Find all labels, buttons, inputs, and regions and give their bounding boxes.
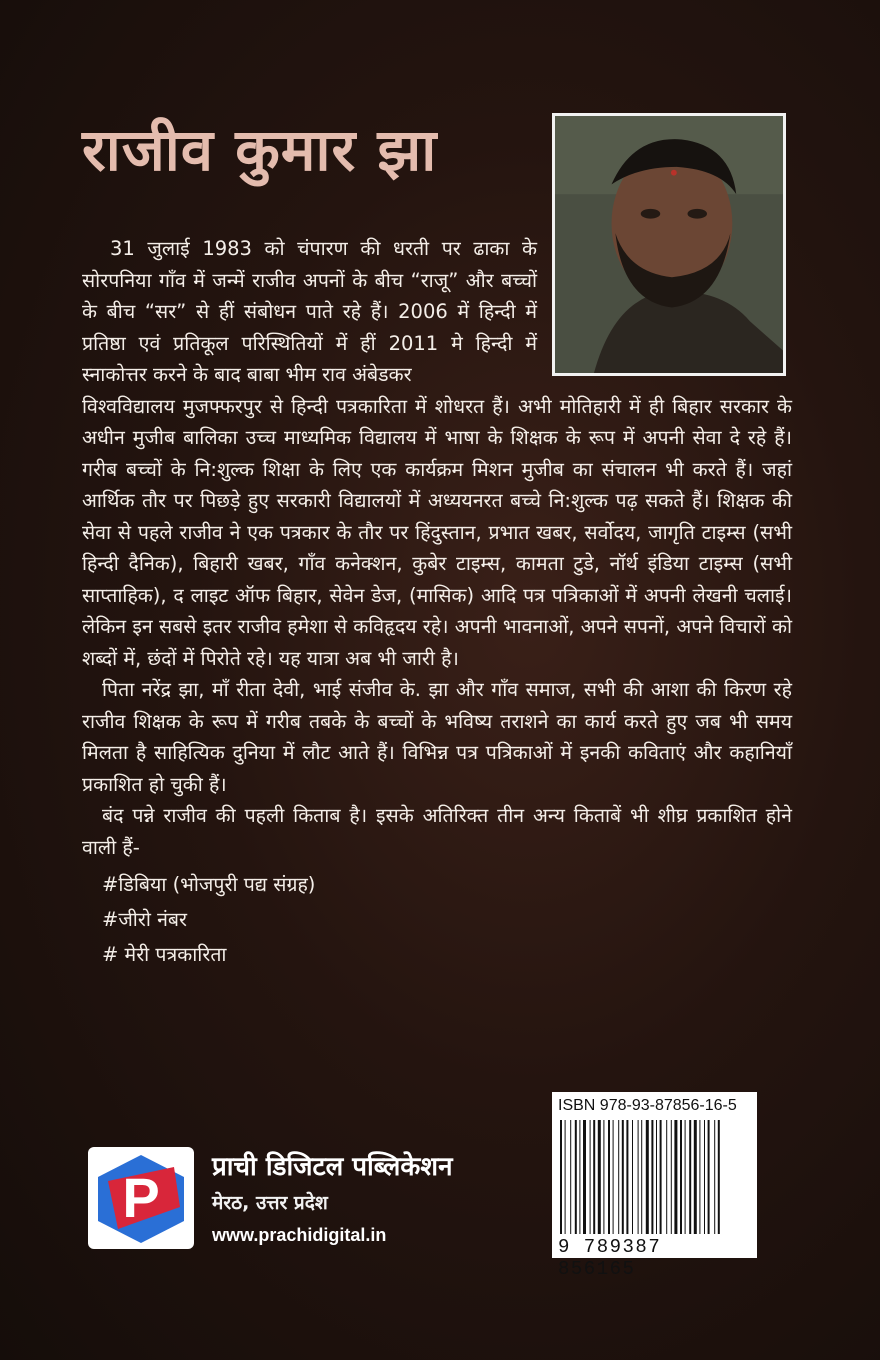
barcode-bar [608, 1120, 610, 1234]
barcode-bar [646, 1120, 649, 1234]
barcode-bar [622, 1120, 624, 1234]
barcode-bar [583, 1120, 586, 1234]
barcode-bar [689, 1120, 691, 1234]
barcode-bar [651, 1120, 653, 1234]
list-item: # मेरी पत्रकारिता [102, 943, 227, 966]
barcode-bar [704, 1120, 705, 1234]
publisher-logo-letter: P [122, 1166, 160, 1229]
barcode-bar [565, 1120, 566, 1234]
publisher-name: प्राची डिजिटल पब्लिकेशन [212, 1152, 453, 1182]
author-bio [82, 233, 792, 972]
barcode-bar [641, 1120, 642, 1234]
bio-paragraph-3: बंद पन्ने राजीव की पहली किताब है। इसके अतिरिक्त तीन अन्य किताबें भी शीघ्र प्रकाशित होने वाली हैं- [82, 804, 792, 859]
barcode-bar [638, 1120, 639, 1234]
barcode-bar [671, 1120, 672, 1234]
barcode-bar [699, 1120, 700, 1234]
barcode-bar [632, 1120, 633, 1234]
barcode-bar [694, 1120, 697, 1234]
isbn-barcode-box [552, 1092, 757, 1280]
list-item: #जीरो नंबर [102, 908, 188, 931]
barcode-bar [685, 1120, 686, 1234]
barcode-bar [674, 1120, 677, 1234]
isbn-label: ISBN 978-93-87856-16-5 [558, 1097, 737, 1114]
barcode-bar [626, 1120, 628, 1234]
bio-paragraph-1: विश्वविद्यालय मुजफ्फरपुर से हिन्दी पत्रकारिता में शोधरत हैं। अभी मोतिहारी में ही बिहार सरकार के अधीन मुजीब बालिका उच्च माध्यमिक विद्यालय में भाषा के शिक्षक के रूप में अपनी सेवा दे रहे हैं। गरीब बच्चों के नि:शुल्क शिक्षा के लिए एक कार्यक्रम मिशन मुजीब का संचालन भी करते हैं। जहां आर्थिक तौर पर पिछड़े हुए सरकारी विद्यालयों में अध्ययनरत बच्चे नि:शुल्क पढ़ सकते हैं। शिक्षक की सेवा से पहले राजीव ने एक पत्रकार के तौर पर हिंदुस्तान, प्रभात खबर, सर्वोदय, जागृति टाइम्स (सभी हिन्दी दैनिक), बिहारी खबर, गाँव कनेक्शन, कुबेर टाइम्स, कामता टुडे, नॉर्थ इंडिया टाइम्स (सभी साप्ताहिक), द लाइट ऑफ बिहार, सेवेन डेज, (मासिक) आदि पत्र पत्रिकाओं में अपनी लेखनी चलाई। लेकिन इन सबसे इतर राजीव हमेशा से कविहृदय रहे। अपनी भावनाओं, अपने सपनों, अपने विचारों को शब्दों में, छंदों में पिरोते रहे। यह यात्रा अब भी जारी है। [82, 394, 792, 670]
barcode-bar [613, 1120, 614, 1234]
publisher-url: www.prachidigital.in [212, 1225, 387, 1245]
barcode-bar [718, 1120, 720, 1234]
isbn-digits: 9 789387 856165 [558, 1236, 662, 1280]
barcode-bar [560, 1120, 562, 1234]
barcode-bar [660, 1120, 662, 1234]
barcode-bar [593, 1120, 595, 1234]
publisher-logo [88, 1147, 194, 1249]
barcode-bar [575, 1120, 577, 1234]
barcode-bar [570, 1120, 571, 1234]
list-item: #डिबिया (भोजपुरी पद्य संग्रह) [102, 873, 316, 896]
barcode-bar [603, 1120, 604, 1234]
upcoming-books-list [102, 867, 792, 972]
barcode-bar [598, 1120, 601, 1234]
bio-paragraph-1-narrow: 31 जुलाई 1983 को चंपारण की धरती पर ढाका के सोरपनिया गाँव में जन्में राजीव अपनों के बीच “राजू” और बच्चों के बीच “सर” से हीं संबोधन पाते रहे हैं। 2006 में हिन्दी में प्रतिष्ठा एवं प्रतिकूल परिस्थितियों में हीं 2011 मे हिन्दी में स्नाकोत्तर करने के बाद बाबा भीम राव अंबेडकर [82, 237, 537, 386]
barcode-bar [680, 1120, 682, 1234]
barcode-bar [590, 1120, 591, 1234]
barcode-bars [558, 1120, 751, 1234]
barcode-bar [618, 1120, 619, 1234]
barcode-bar [656, 1120, 657, 1234]
barcode-bar [579, 1120, 580, 1234]
author-name: राजीव कुमार झा [82, 116, 438, 184]
publisher-city: मेरठ, उत्तर प्रदेश [212, 1192, 328, 1214]
barcode-bar [714, 1120, 715, 1234]
barcode-bar [666, 1120, 667, 1234]
bio-paragraph-2: पिता नरेंद्र झा, माँ रीता देवी, भाई संजीव के. झा और गाँव समाज, सभी की आशा की किरण रहे राजीव शिक्षक के रूप में गरीब तबके के बच्चों के भविष्य तराशने का कार्य करते हुए जब भी समय मिलता है साहित्यिक दुनिया में लौट आते हैं। विभिन्न पत्र पत्रिकाओं में इनकी कविताएं और कहानियाँ प्रकाशित हो चुकी हैं। [82, 678, 793, 796]
barcode-bar [708, 1120, 710, 1234]
